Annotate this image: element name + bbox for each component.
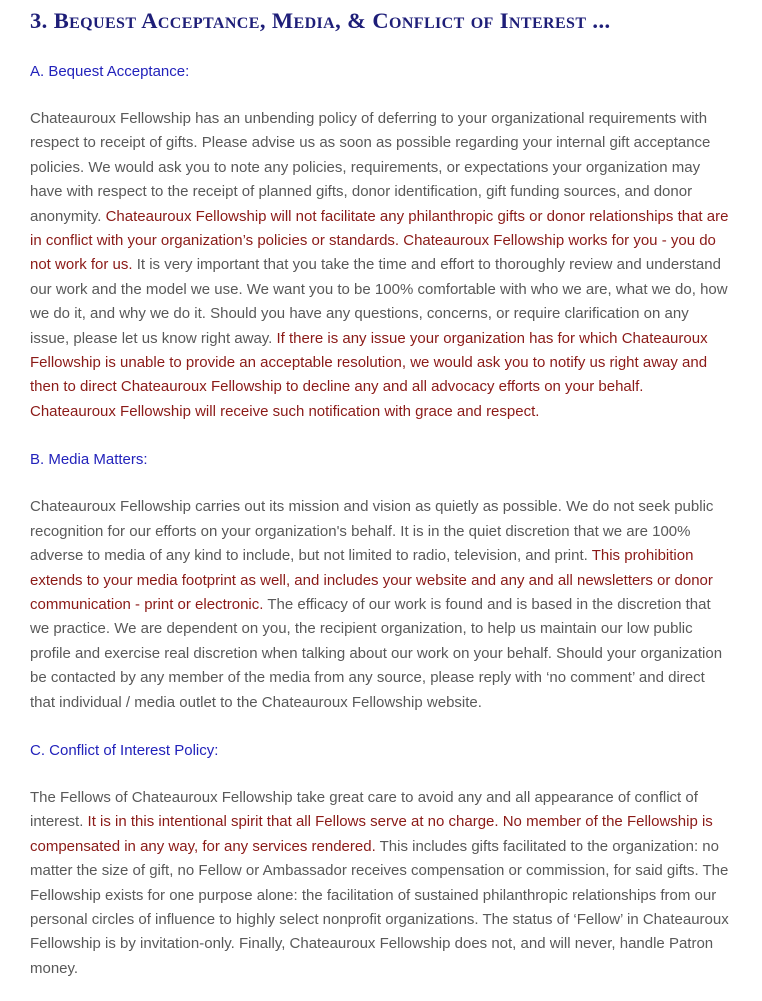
text-segment: This includes gifts facilitated to the organization: no matter the size of gift, no Fellow or Ambassador receives compensation or commission, for said gifts. The Fellowship exists for one purpose alone: the facilitation of sustained philanthropic relationships from our personal circles of influence to highly select nonprofit organizations. The status of ‘Fellow’ in Chateauroux Fellowship is by invitation-only. Finally, Chateauroux Fellowship does not, and will never, handle Patron money.: [30, 837, 729, 977]
section-heading-bequest-acceptance: A. Bequest Acceptance:: [30, 63, 190, 80]
text-segment: It is very important that you take the time and effort to thoroughly review and understand our work and the model we use. We want you to be 100% comfortable with who we are, what we do, how we do it, and why we do it. Should you have any questions, concerns, or require clarification on any issue, please let us know right away.: [30, 256, 728, 347]
text-segment: It is in this intentional spirit that all Fellows serve at no charge. No member of the Fellowship is compensated in any way, for any services rendered.: [30, 813, 713, 855]
section-paragraph-conflict-of-interest: [30, 786, 732, 981]
text-segment: The efficacy of our work is found and is based in the discretion that we practice. We are dependent on you, the recipient organization, to help us maintain our low public profile and exercise real discretion when talking about our work on your behalf. Should your organization be contacted by any member of the media from any source, please reply with ‘no comment’ and direct that individual / media outlet to the Chateauroux Fellowship website.: [30, 595, 723, 711]
text-segment: The Fellows of Chateauroux Fellowship take great care to avoid any and all appearance of conflict of interest.: [30, 788, 698, 831]
section-bequest-acceptance: [30, 62, 732, 424]
text-segment: Chateauroux Fellowship has an unbending policy of deferring to your organizational requirements with respect to receipt of gifts. Please advise us as soon as possible regarding your internal gift acceptance policies. We would ask you to note any policies, requirements, or expectations your organization may have with respect to the receipt of planned gifts, donor identification, gift funding sources, and donor anonymity.: [30, 110, 711, 225]
text-segment: This prohibition extends to your media footprint as well, and includes your website and any and all newsletters or donor communication - print or electronic.: [30, 547, 713, 613]
section-paragraph-bequest-acceptance: [30, 107, 732, 424]
section-paragraph-media-matters: [30, 495, 732, 715]
text-segment: Chateauroux Fellowship carries out its mission and vision as quietly as possible. We do not seek public recognition for our efforts on your organization's behalf. It is in the quiet discretion that we are 100% adverse to media of any kind to include, but not limited to radio, television, and print.: [30, 498, 714, 565]
text-segment: If there is any issue your organization has for which Chateauroux Fellowship is unable to provide an acceptable resolution, we would ask you to notify us right away and then to direct Chateauroux Fellowship to decline any and all advocacy efforts on your behalf. Chateauroux Fellowship will receive such notification with grace and respect.: [30, 329, 708, 420]
section-conflict-of-interest: [30, 741, 732, 981]
section-heading-media-matters: B. Media Matters:: [30, 451, 148, 469]
text-segment: Chateauroux Fellowship will not facilitate any philanthropic gifts or donor relationships that are in conflict with your organization’s policies or standards. Chateauroux Fellowship works for you - you do not work for us.: [30, 207, 729, 274]
page-title: 3. Bequest Acceptance, Media, & Conflict of Interest ...: [30, 8, 611, 33]
section-media-matters: [30, 450, 732, 715]
section-heading-conflict-of-interest: C. Conflict of Interest Policy:: [30, 741, 219, 759]
